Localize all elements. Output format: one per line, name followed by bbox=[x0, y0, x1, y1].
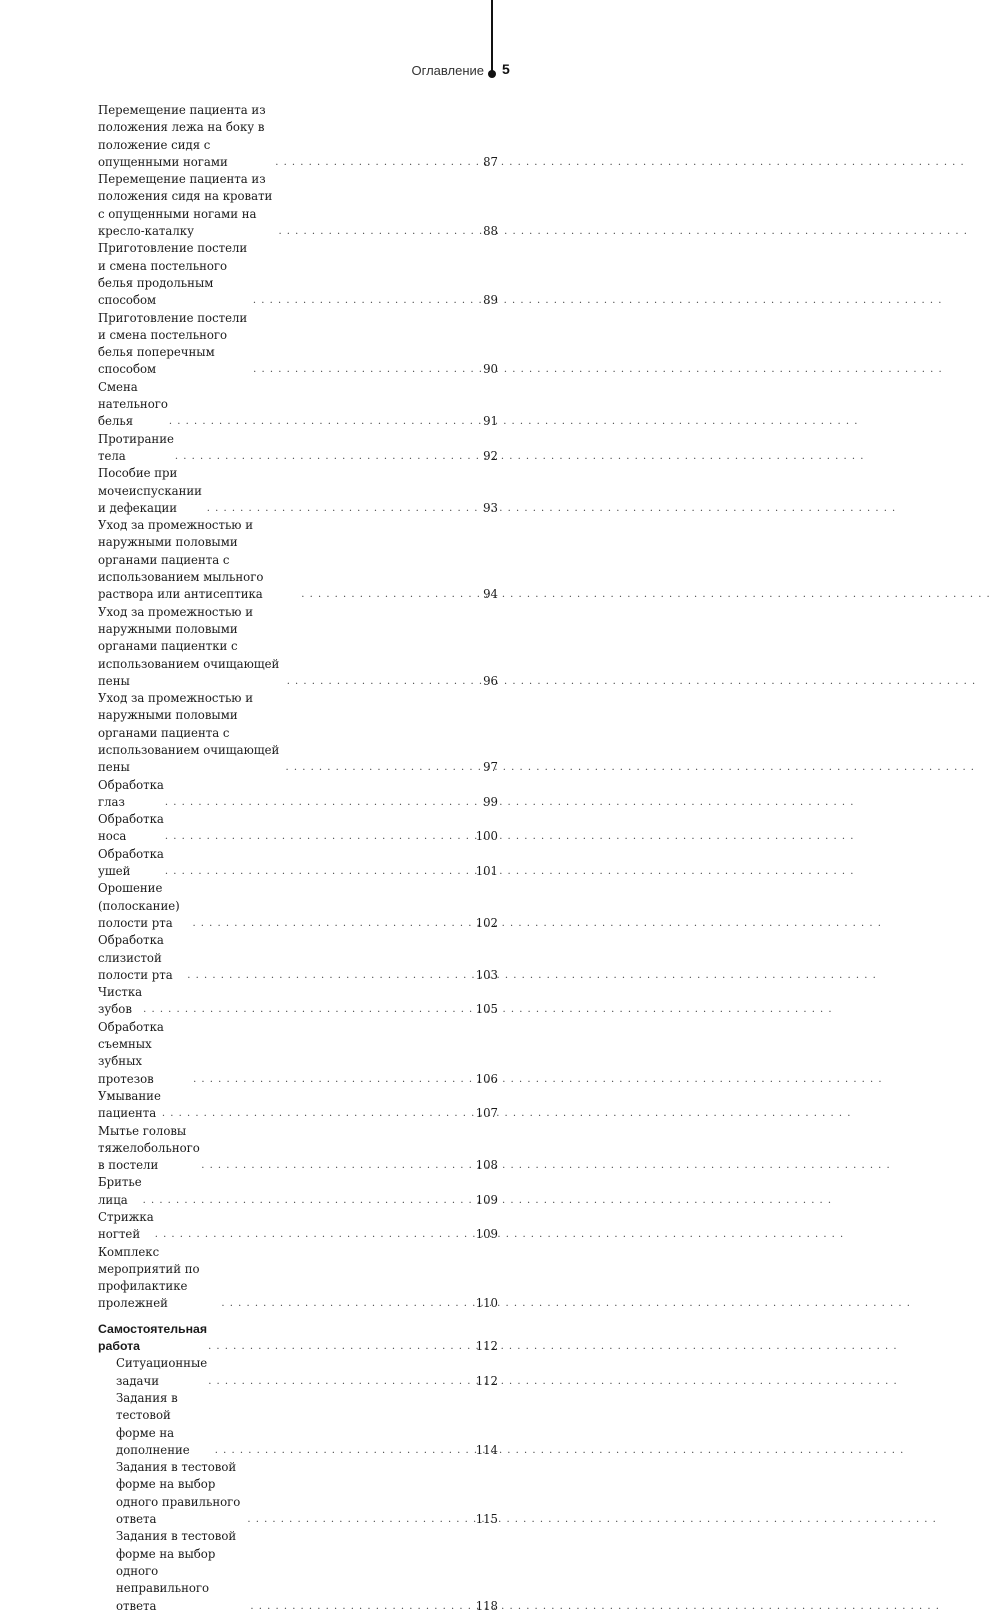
toc-entry-text: Орошение (полоскание) полости рта bbox=[98, 881, 180, 930]
dot-leader bbox=[154, 1226, 476, 1243]
dot-leader bbox=[200, 1157, 475, 1174]
toc-subentry-text: Задания в тестовой форме на дополнение bbox=[116, 1390, 190, 1457]
toc-entry-text: Приготовление постели и смена постельного белья поперечным способом bbox=[98, 310, 248, 377]
toc-entry bbox=[98, 690, 498, 776]
toc-entry-text: Обработка ушей bbox=[98, 846, 164, 879]
toc-entry-text: Чистка зубов bbox=[98, 985, 143, 1017]
toc-entry-text: Уход за промежностью и наружными половыми органами пациентки с использованием очищающей пены bbox=[98, 604, 280, 688]
dot-leader bbox=[142, 1001, 476, 1018]
toc-entry-page: 101 bbox=[475, 864, 498, 879]
toc-entry-page: 100 bbox=[475, 829, 498, 844]
page-number: 5 bbox=[502, 61, 510, 77]
toc-entry-page: 110 bbox=[475, 1296, 498, 1311]
toc-entry-page: 90 bbox=[483, 362, 498, 377]
dot-leader bbox=[164, 863, 476, 880]
toc-entry-text: Уход за промежностью и наружными половыми органами пациента с использованием мыльного раствора или антисептика bbox=[98, 518, 264, 602]
toc-subentry bbox=[98, 1528, 498, 1614]
dot-leader bbox=[164, 794, 483, 811]
toc-entry-page: 92 bbox=[483, 448, 498, 463]
toc-entry-page: 109 bbox=[475, 1192, 498, 1207]
toc-entry bbox=[98, 1019, 498, 1088]
toc-entry bbox=[98, 431, 498, 466]
dot-leader bbox=[252, 361, 483, 378]
toc-entry-text: Обработка съемных зубных протезов bbox=[98, 1019, 164, 1086]
dot-leader bbox=[161, 1105, 476, 1122]
dot-leader bbox=[142, 1192, 476, 1209]
toc-subentry-page: 112 bbox=[475, 1373, 498, 1388]
toc-entry bbox=[98, 240, 498, 309]
toc-section-title: Самостоятельная работа bbox=[98, 1321, 208, 1354]
dot-leader bbox=[174, 448, 483, 465]
dot-leader bbox=[300, 586, 483, 603]
toc-entry-page: 105 bbox=[475, 1002, 498, 1017]
toc-subentry bbox=[98, 1459, 498, 1528]
toc-entry-page: 88 bbox=[483, 224, 498, 239]
toc-entry-text: Перемещение пациента из положения сидя на кровати с опущенными ногами на кресло-каталку bbox=[98, 172, 273, 239]
toc-entry bbox=[98, 932, 498, 984]
toc-entry-text: Пособие при мочеиспускании и дефекации bbox=[98, 466, 202, 515]
toc-entry-page: 97 bbox=[483, 760, 498, 775]
dot-leader bbox=[168, 413, 483, 430]
toc-entry-text: Умывание пациента bbox=[98, 1088, 161, 1121]
dot-leader bbox=[220, 1295, 475, 1312]
toc-entry bbox=[98, 102, 498, 171]
toc-entry-text: Бритье лица bbox=[98, 1175, 142, 1207]
toc-entry-page: 106 bbox=[475, 1071, 498, 1086]
toc-entry bbox=[98, 846, 498, 881]
dot-leader bbox=[214, 1442, 476, 1459]
toc-entry bbox=[98, 1088, 498, 1123]
toc-entry bbox=[98, 604, 498, 690]
toc-entry bbox=[98, 517, 498, 603]
toc-entry-page: 91 bbox=[483, 414, 498, 429]
toc-entry-page: 103 bbox=[475, 967, 498, 982]
toc-subentry-text: Ситуационные задачи bbox=[116, 1356, 208, 1388]
toc-entry-text: Смена нательного белья bbox=[98, 379, 168, 429]
dot-leader bbox=[249, 1598, 475, 1615]
dot-leader bbox=[252, 292, 483, 309]
toc-entry-text: Комплекс мероприятий по профилактике пролежней bbox=[98, 1244, 200, 1311]
toc-entry bbox=[98, 880, 498, 932]
header-rule-dot bbox=[488, 70, 496, 78]
dot-leader bbox=[207, 1373, 476, 1390]
toc-entry-page: 108 bbox=[475, 1158, 498, 1173]
toc-entry-page: 89 bbox=[483, 293, 498, 308]
toc-subentry-page: 118 bbox=[475, 1598, 498, 1613]
toc-entry-page: 93 bbox=[483, 500, 498, 515]
dot-leader bbox=[164, 828, 476, 845]
toc-entry-page: 109 bbox=[475, 1227, 498, 1242]
dot-leader bbox=[277, 223, 483, 240]
toc-subentry-text: Задания в тестовой форме на выбор одного правильного ответа bbox=[116, 1460, 241, 1527]
toc-section-page: 112 bbox=[475, 1339, 498, 1354]
toc-entry-page: 87 bbox=[483, 154, 498, 169]
dot-leader bbox=[274, 154, 483, 171]
toc-entry-page: 102 bbox=[475, 915, 498, 930]
running-head-title: Оглавление bbox=[411, 63, 484, 78]
toc-entry-text: Протирание тела bbox=[98, 431, 174, 463]
toc-entry-page: 99 bbox=[483, 794, 498, 809]
toc-entry bbox=[98, 465, 498, 517]
dot-leader bbox=[186, 967, 475, 984]
toc-entry-page: 107 bbox=[475, 1106, 498, 1121]
dot-leader bbox=[246, 1511, 475, 1528]
dot-leader bbox=[207, 1338, 476, 1355]
toc-entry-text: Уход за промежностью и наружными половыми органами пациента с использованием очищающей пены bbox=[98, 691, 280, 775]
toc-entry-page: 96 bbox=[483, 673, 498, 688]
dot-leader bbox=[286, 673, 483, 690]
toc-entry bbox=[98, 984, 498, 1019]
toc-entry-text: Перемещение пациента из положения лежа на боку в положение сидя с опущенными ногами bbox=[98, 103, 266, 169]
toc-subentry bbox=[98, 1355, 498, 1390]
dot-leader bbox=[191, 915, 475, 932]
toc-entry-page: 94 bbox=[483, 587, 498, 602]
toc-subentry bbox=[98, 1390, 498, 1459]
toc-entry bbox=[98, 777, 498, 812]
header-rule bbox=[491, 0, 493, 76]
toc-entry bbox=[98, 171, 498, 240]
toc-entry-text: Обработка слизистой полости рта bbox=[98, 933, 173, 982]
toc-subentry-text: Задания в тестовой форме на выбор одного неправильного ответа bbox=[116, 1529, 237, 1613]
toc-subentry-page: 114 bbox=[475, 1442, 498, 1457]
toc-subentry-page: 115 bbox=[475, 1512, 498, 1527]
toc-entry bbox=[98, 379, 498, 431]
table-of-contents bbox=[98, 102, 498, 1615]
toc-entry bbox=[98, 1174, 498, 1209]
toc-entry-text: Мытье головы тяжелобольного в постели bbox=[98, 1123, 200, 1173]
toc-entry-text: Стрижка ногтей bbox=[98, 1210, 154, 1242]
toc-entry bbox=[98, 310, 498, 379]
dot-leader bbox=[206, 500, 483, 517]
dot-leader bbox=[285, 759, 484, 776]
toc-section-heading bbox=[98, 1321, 498, 1356]
toc-entry bbox=[98, 1244, 498, 1313]
toc-entry bbox=[98, 1123, 498, 1175]
toc-entry-text: Приготовление постели и смена постельного белья продольным способом bbox=[98, 241, 248, 308]
toc-entry bbox=[98, 811, 498, 846]
toc-entry-text: Обработка носа bbox=[98, 812, 164, 844]
dot-leader bbox=[192, 1071, 476, 1088]
toc-entry-text: Обработка глаз bbox=[98, 777, 164, 809]
toc-entry bbox=[98, 1209, 498, 1244]
